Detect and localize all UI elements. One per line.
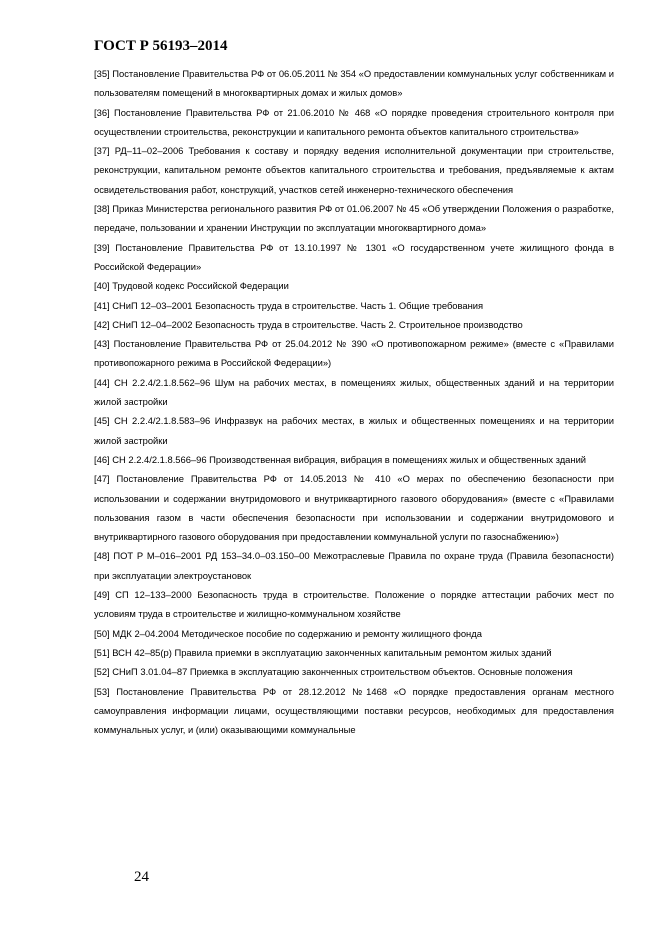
reference-item: [35] Постановление Правительства РФ от 06.05.2011 № 354 «О предоставлении коммунальных услуг собственникам и пользователям помещений в многоквартирных домах и жилых домов» <box>94 68 614 99</box>
reference-item: [48] ПОТ Р М–016–2001 РД 153–34.0–03.150–00 Межотраслевые Правила по охране труда (Правила безопасности) при эксплуатации электроустановок <box>94 550 614 581</box>
reference-item: [51] ВСН 42–85(р) Правила приемки в эксплуатацию законченных капитальным ремонтом жилых зданий <box>94 646 552 658</box>
reference-item: [46] СН 2.2.4/2.1.8.566–96 Производственная вибрация, вибрация в помещениях жилых и общественных зданий <box>94 453 587 465</box>
reference-item: [40] Трудовой кодекс Российской Федерации <box>94 280 289 292</box>
reference-item: [36] Постановление Правительства РФ от 21.06.2010 № 468 «О порядке проведения строительного контроля при осуществлении строительства, реконструкции и капитального ремонта объектов капитального строительства» <box>94 106 614 137</box>
reference-item: [50] МДК 2–04.2004 Методическое пособие по содержанию и ремонту жилищного фонда <box>94 627 482 639</box>
standard-designation: ГОСТ Р 56193–2014 <box>94 38 228 54</box>
reference-item: [37] РД–11–02–2006 Требования к составу и порядку ведения исполнительной документации при строительстве, реконструкции, капитальном ремонте объектов капитального строительства и требования, предъявляемые к актам освидетельствования работ, конструкций, участков сетей инженерно-технического обеспечения <box>94 145 614 195</box>
reference-item: [39] Постановление Правительства РФ от 13.10.1997 № 1301 «О государственном учете жилищного фонда в Российской Федерации» <box>94 241 614 272</box>
reference-item: [47] Постановление Правительства РФ от 14.05.2013 № 410 «О мерах по обеспечению безопасности при использовании и содержании внутридомового и внутриквартирного газового оборудования» (вместе с «Правилами пользования газом в части обеспечения безопасности при использовании и содержании внутридомового и внутриквартирного газового оборудования при предоставлении коммунальной услуги по газоснабжению») <box>94 473 614 543</box>
reference-item: [53] Постановление Правительства РФ от 28.12.2012 №1468 «О порядке предоставления органам местного самоуправления информации лицами, осуществляющими поставки ресурсов, необходимых для предоставления коммунальных услуг, и (или) оказывающими коммунальные <box>94 685 614 736</box>
reference-list <box>94 64 614 739</box>
reference-item: [38] Приказ Министерства регионального развития РФ от 01.06.2007 № 45 «Об утверждении Положения о разработке, передаче, пользовании и хранении Инструкции по эксплуатации многоквартирного дома» <box>94 203 614 234</box>
reference-item: [41] СНиП 12–03–2001 Безопасность труда в строительстве. Часть 1. Общие требования <box>94 299 484 311</box>
reference-item: [45] СН 2.2.4/2.1.8.583–96 Инфразвук на рабочих местах, в жилых и общественных помещениях и на территории жилой застройки <box>94 415 614 446</box>
reference-item: [43] Постановление Правительства РФ от 25.04.2012 № 390 «О противопожарном режиме» (вместе с «Правилами противопожарного режима в Российской Федерации») <box>94 338 614 369</box>
reference-item: [42] СНиП 12–04–2002 Безопасность труда в строительстве. Часть 2. Строительное производство <box>94 318 523 330</box>
reference-item: [44] СН 2.2.4/2.1.8.562–96 Шум на рабочих местах, в помещениях жилых, общественных зданий и на территории жилой застройки <box>94 376 614 408</box>
reference-item: [49] СП 12–133–2000 Безопасность труда в строительстве. Положение о порядке аттестации рабочих мест по условиям труда в строительстве и жилищно-коммунальном хозяйстве <box>94 589 614 620</box>
reference-item: [52] СНиП 3.01.04–87 Приемка в эксплуатацию законченных строительством объектов. Основные положения <box>94 666 573 678</box>
page-number: 24 <box>134 869 149 885</box>
